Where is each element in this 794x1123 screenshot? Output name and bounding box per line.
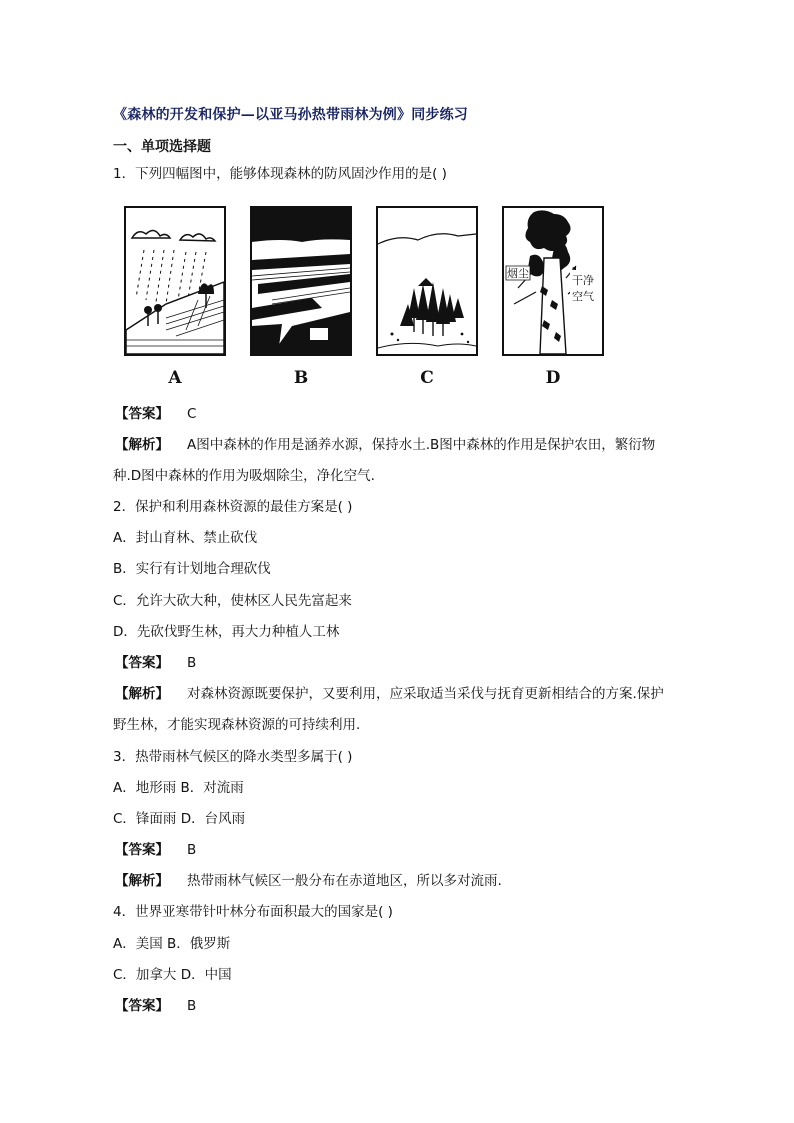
question-3-analysis (115, 872, 502, 890)
analysis-tag: 【解析】 (115, 873, 169, 889)
answer-tag: 【答案】 (115, 842, 169, 858)
analysis-tag: 【解析】 (115, 437, 169, 453)
label-clean-2: 空气 (572, 290, 594, 303)
question-4-options-ab: A．美国 B．俄罗斯 (113, 936, 231, 952)
label-smoke: 烟尘 (507, 267, 529, 280)
answer-value: B (187, 842, 197, 858)
figure-label-d: D (545, 368, 561, 388)
figure-panel-c (376, 206, 478, 356)
figure-label-c: C (420, 368, 434, 388)
question-1-answer (115, 405, 196, 423)
question-1-stem: 1．下列四幅图中，能够体现森林的防风固沙作用的是( ) (113, 166, 447, 182)
rain-hillside-illustration (126, 208, 224, 354)
question-3-stem: 3．热带雨林气候区的降水类型多属于( ) (113, 749, 353, 765)
question-3-options-ab: A．地形雨 B．对流雨 (113, 780, 244, 796)
figure-panel-a (124, 206, 226, 356)
answer-tag: 【答案】 (115, 406, 169, 422)
answer-value: B (187, 655, 197, 671)
dust-filtering-tree-illustration (504, 208, 602, 354)
question-2-answer (115, 654, 196, 672)
label-clean-1: 干净 (572, 274, 594, 287)
question-2-stem: 2．保护和利用森林资源的最佳方案是( ) (113, 499, 353, 515)
farmland-shelterbelt-illustration (252, 208, 350, 354)
document-title: 《森林的开发和保护—以亚马孙热带雨林为例》同步练习 (113, 107, 468, 123)
question-2-option-d: D．先砍伐野生林，再大力种植人工林 (113, 624, 340, 640)
question-4-answer (115, 997, 196, 1015)
question-1-figures (124, 206, 614, 396)
question-3-options-cd: C．锋面雨 D．台风雨 (113, 811, 246, 827)
question-2-analysis-cont: 野生林，才能实现森林资源的可持续利用. (113, 717, 361, 733)
analysis-text-1: A图中森林的作用是涵养水源，保持水土.B图中森林的作用是保护农田，繁衍物 (187, 437, 656, 453)
question-2-option-c: C．允许大砍大种，使林区人民先富起来 (113, 593, 352, 609)
analysis-tag: 【解析】 (115, 686, 169, 702)
figure-panel-d (502, 206, 604, 356)
question-3-answer (115, 841, 196, 859)
question-4-options-cd: C．加拿大 D．中国 (113, 967, 232, 983)
figure-label-a: A (168, 368, 182, 388)
windbreak-forest-illustration (378, 208, 476, 354)
answer-value: B (187, 998, 197, 1014)
question-2-option-a: A．封山育林、禁止砍伐 (113, 530, 258, 546)
section-heading: 一、单项选择题 (113, 139, 211, 155)
question-1-analysis (115, 436, 655, 454)
figure-label-b: B (293, 368, 309, 388)
analysis-text-1: 热带雨林气候区一般分布在赤道地区，所以多对流雨. (187, 873, 502, 889)
question-1-analysis-cont: 种.D图中森林的作用为吸烟除尘，净化空气. (113, 468, 375, 484)
question-4-stem: 4．世界亚寒带针叶林分布面积最大的国家是( ) (113, 904, 393, 920)
question-2-analysis (115, 685, 664, 703)
analysis-text-1: 对森林资源既要保护，又要利用，应采取适当采伐与抚育更新相结合的方案.保护 (187, 686, 664, 702)
answer-tag: 【答案】 (115, 998, 169, 1014)
question-2-option-b: B．实行有计划地合理砍伐 (113, 561, 271, 577)
answer-tag: 【答案】 (115, 655, 169, 671)
figure-panel-b (250, 206, 352, 356)
answer-value: C (187, 406, 197, 422)
